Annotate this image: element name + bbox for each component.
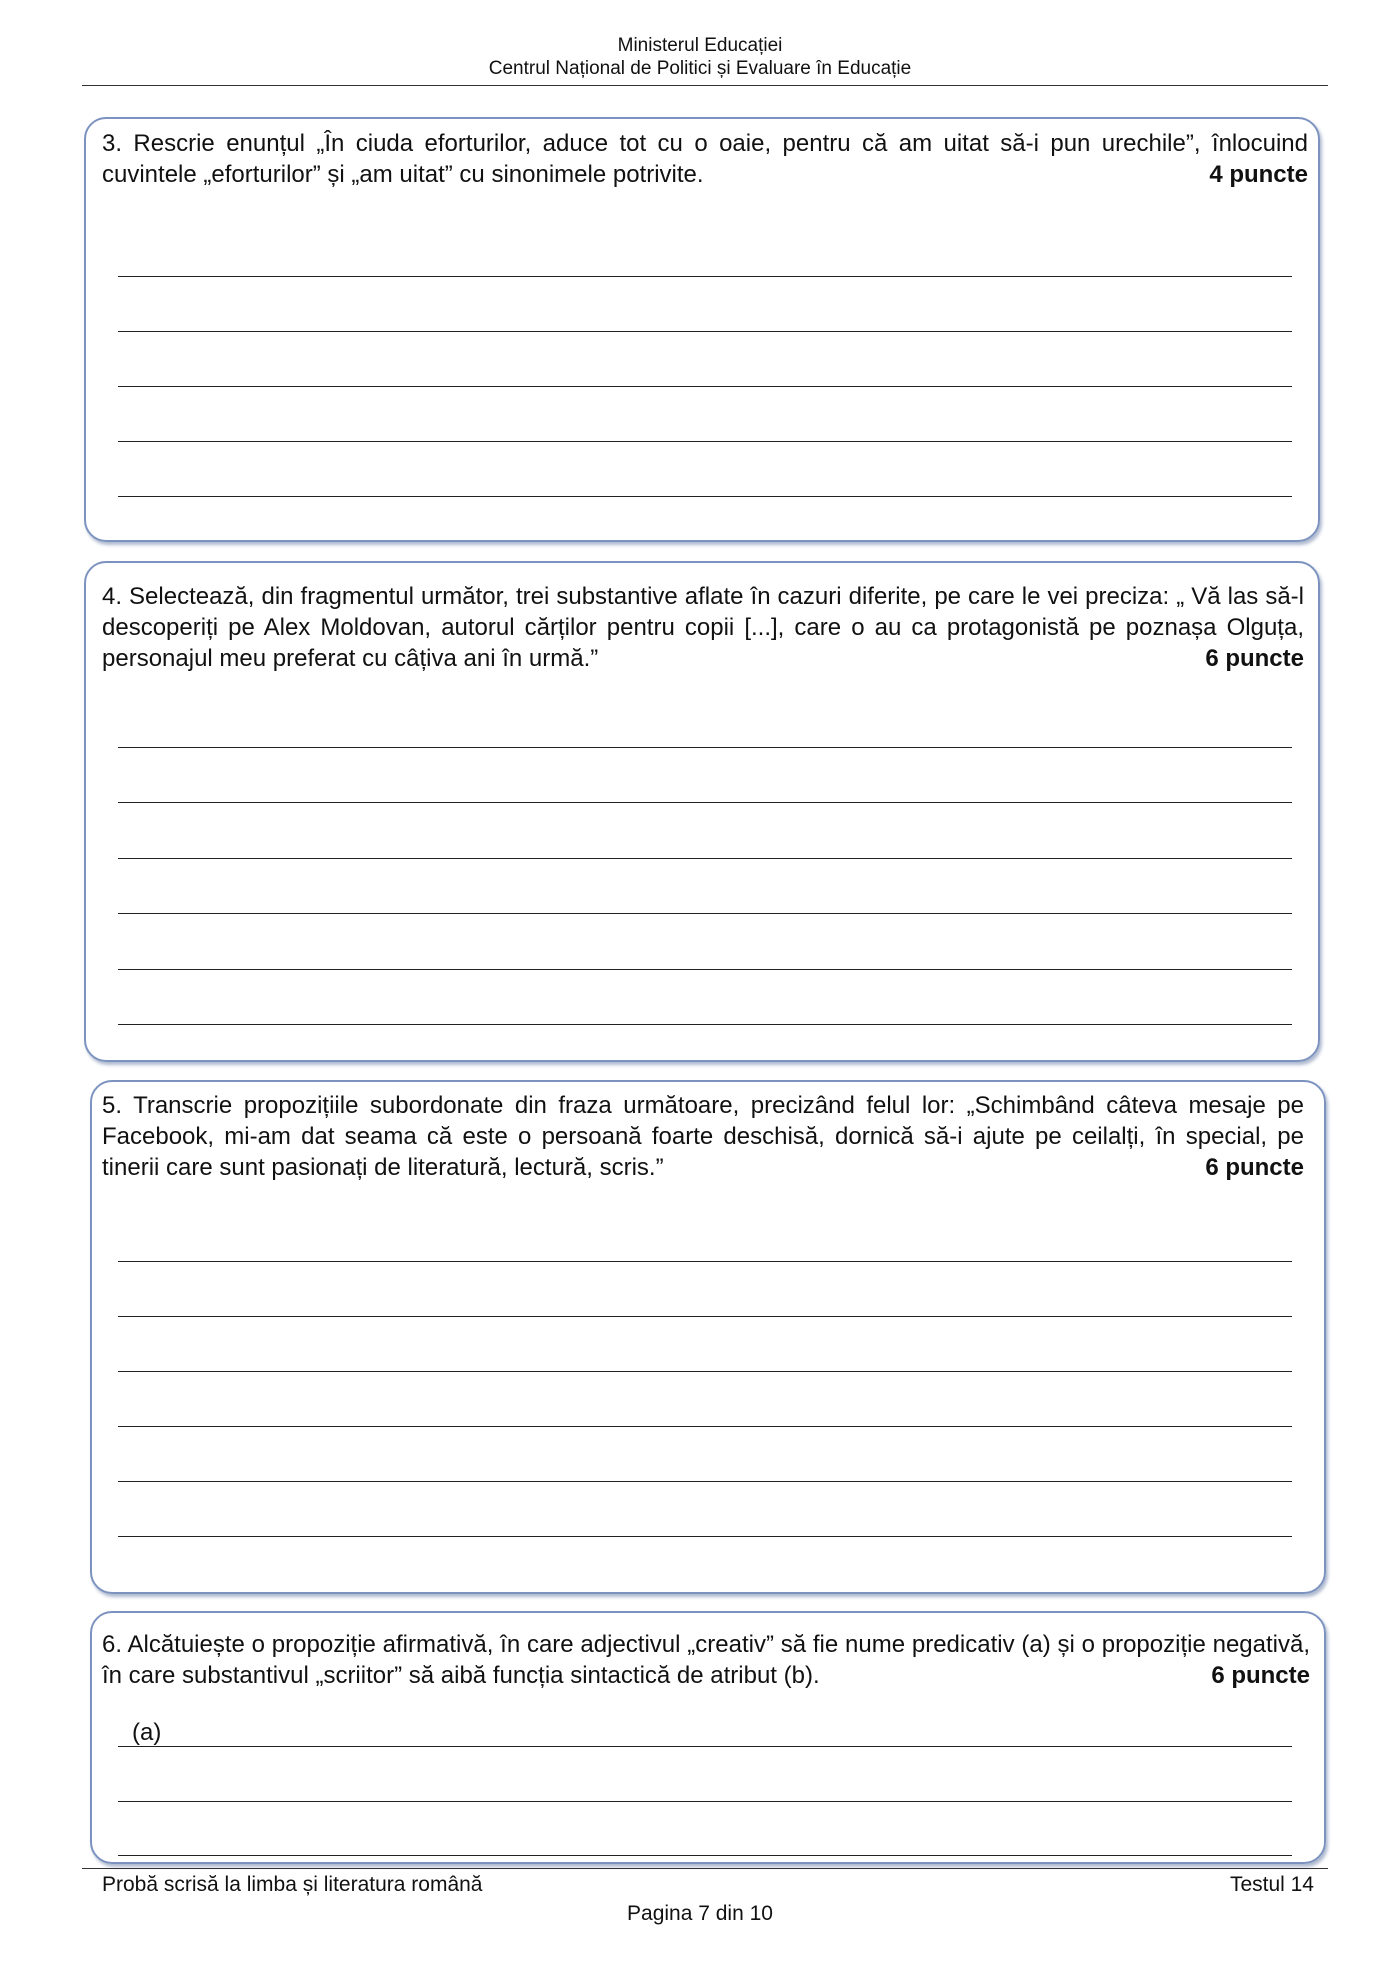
question-5-text: 5. Transcrie propozițiile subordonate din fraza următoare, precizând felul lor: „Schimbând câteva mesaje pe Facebook, mi-am dat seama că este o persoană foarte deschisă, dornică să-i ajute pe ceilalți, în special, pe tinerii care sunt pasionați de literatură, lectură, scris.” 6 puncte xyxy=(102,1092,1304,1181)
answer-line[interactable] xyxy=(118,1261,1292,1262)
footer-test-number: Testul 14 xyxy=(1229,1873,1314,1896)
question-3-points: 4 puncte xyxy=(1209,161,1308,188)
answer-line[interactable] xyxy=(118,1024,1292,1025)
answer-line[interactable] xyxy=(118,1801,1292,1802)
answer-line[interactable] xyxy=(118,386,1292,387)
answer-line[interactable] xyxy=(118,1536,1292,1537)
answer-line[interactable] xyxy=(118,1855,1292,1856)
answer-line[interactable] xyxy=(118,331,1292,332)
answer-line[interactable] xyxy=(118,802,1292,803)
question-5-points: 6 puncte xyxy=(1205,1154,1304,1181)
answer-label-a: (a) xyxy=(132,1719,162,1746)
header-rule xyxy=(82,85,1328,86)
answer-line[interactable] xyxy=(118,969,1292,970)
answer-line[interactable] xyxy=(118,747,1292,748)
answer-line[interactable] xyxy=(118,1746,1292,1747)
answer-line[interactable] xyxy=(118,276,1292,277)
answer-line[interactable] xyxy=(118,1426,1292,1427)
answer-line[interactable] xyxy=(118,496,1292,497)
question-3-text: 3. Rescrie enunțul „În ciuda eforturilor, aduce tot cu o oaie, pentru că am uitat să-i pun urechile”, înlocuind cuvintele „eforturilor” și „am uitat” cu sinonimele potrivite. 4 puncte xyxy=(102,130,1308,188)
answer-line[interactable] xyxy=(118,1481,1292,1482)
header-ministry: Ministerul Educației xyxy=(617,35,783,56)
question-6-points: 6 puncte xyxy=(1211,1662,1310,1689)
answer-line[interactable] xyxy=(118,913,1292,914)
question-6-text: 6. Alcătuiește o propoziție afirmativă, în care adjectivul „creativ” să fie nume predicativ (a) și o propoziție negativă, în care substantivul „scriitor” să aibă funcția sintactică de atribut (b). 6 puncte xyxy=(102,1631,1310,1689)
question-4-points: 6 puncte xyxy=(1205,645,1304,672)
question-4-text: 4. Selectează, din fragmentul următor, trei substantive aflate în cazuri diferite, pe care le vei preciza: „ Vă las să-l descoperiți pe Alex Moldovan, autorul cărților pentru copii [...], care o au ca protagonistă pe poznașa Olguța, personajul meu preferat cu câțiva ani în urmă.” 6 puncte xyxy=(102,583,1304,672)
footer-subject: Probă scrisă la limba și literatura română xyxy=(102,1873,483,1896)
page-header xyxy=(0,34,1400,80)
footer-page-number: Pagina 7 din 10 xyxy=(627,1902,773,1925)
header-center: Centrul Național de Politici și Evaluare în Educație xyxy=(488,58,912,79)
answer-line[interactable] xyxy=(118,858,1292,859)
answer-line[interactable] xyxy=(118,1371,1292,1372)
answer-line[interactable] xyxy=(118,1316,1292,1317)
footer-rule xyxy=(82,1868,1328,1869)
answer-line[interactable] xyxy=(118,441,1292,442)
